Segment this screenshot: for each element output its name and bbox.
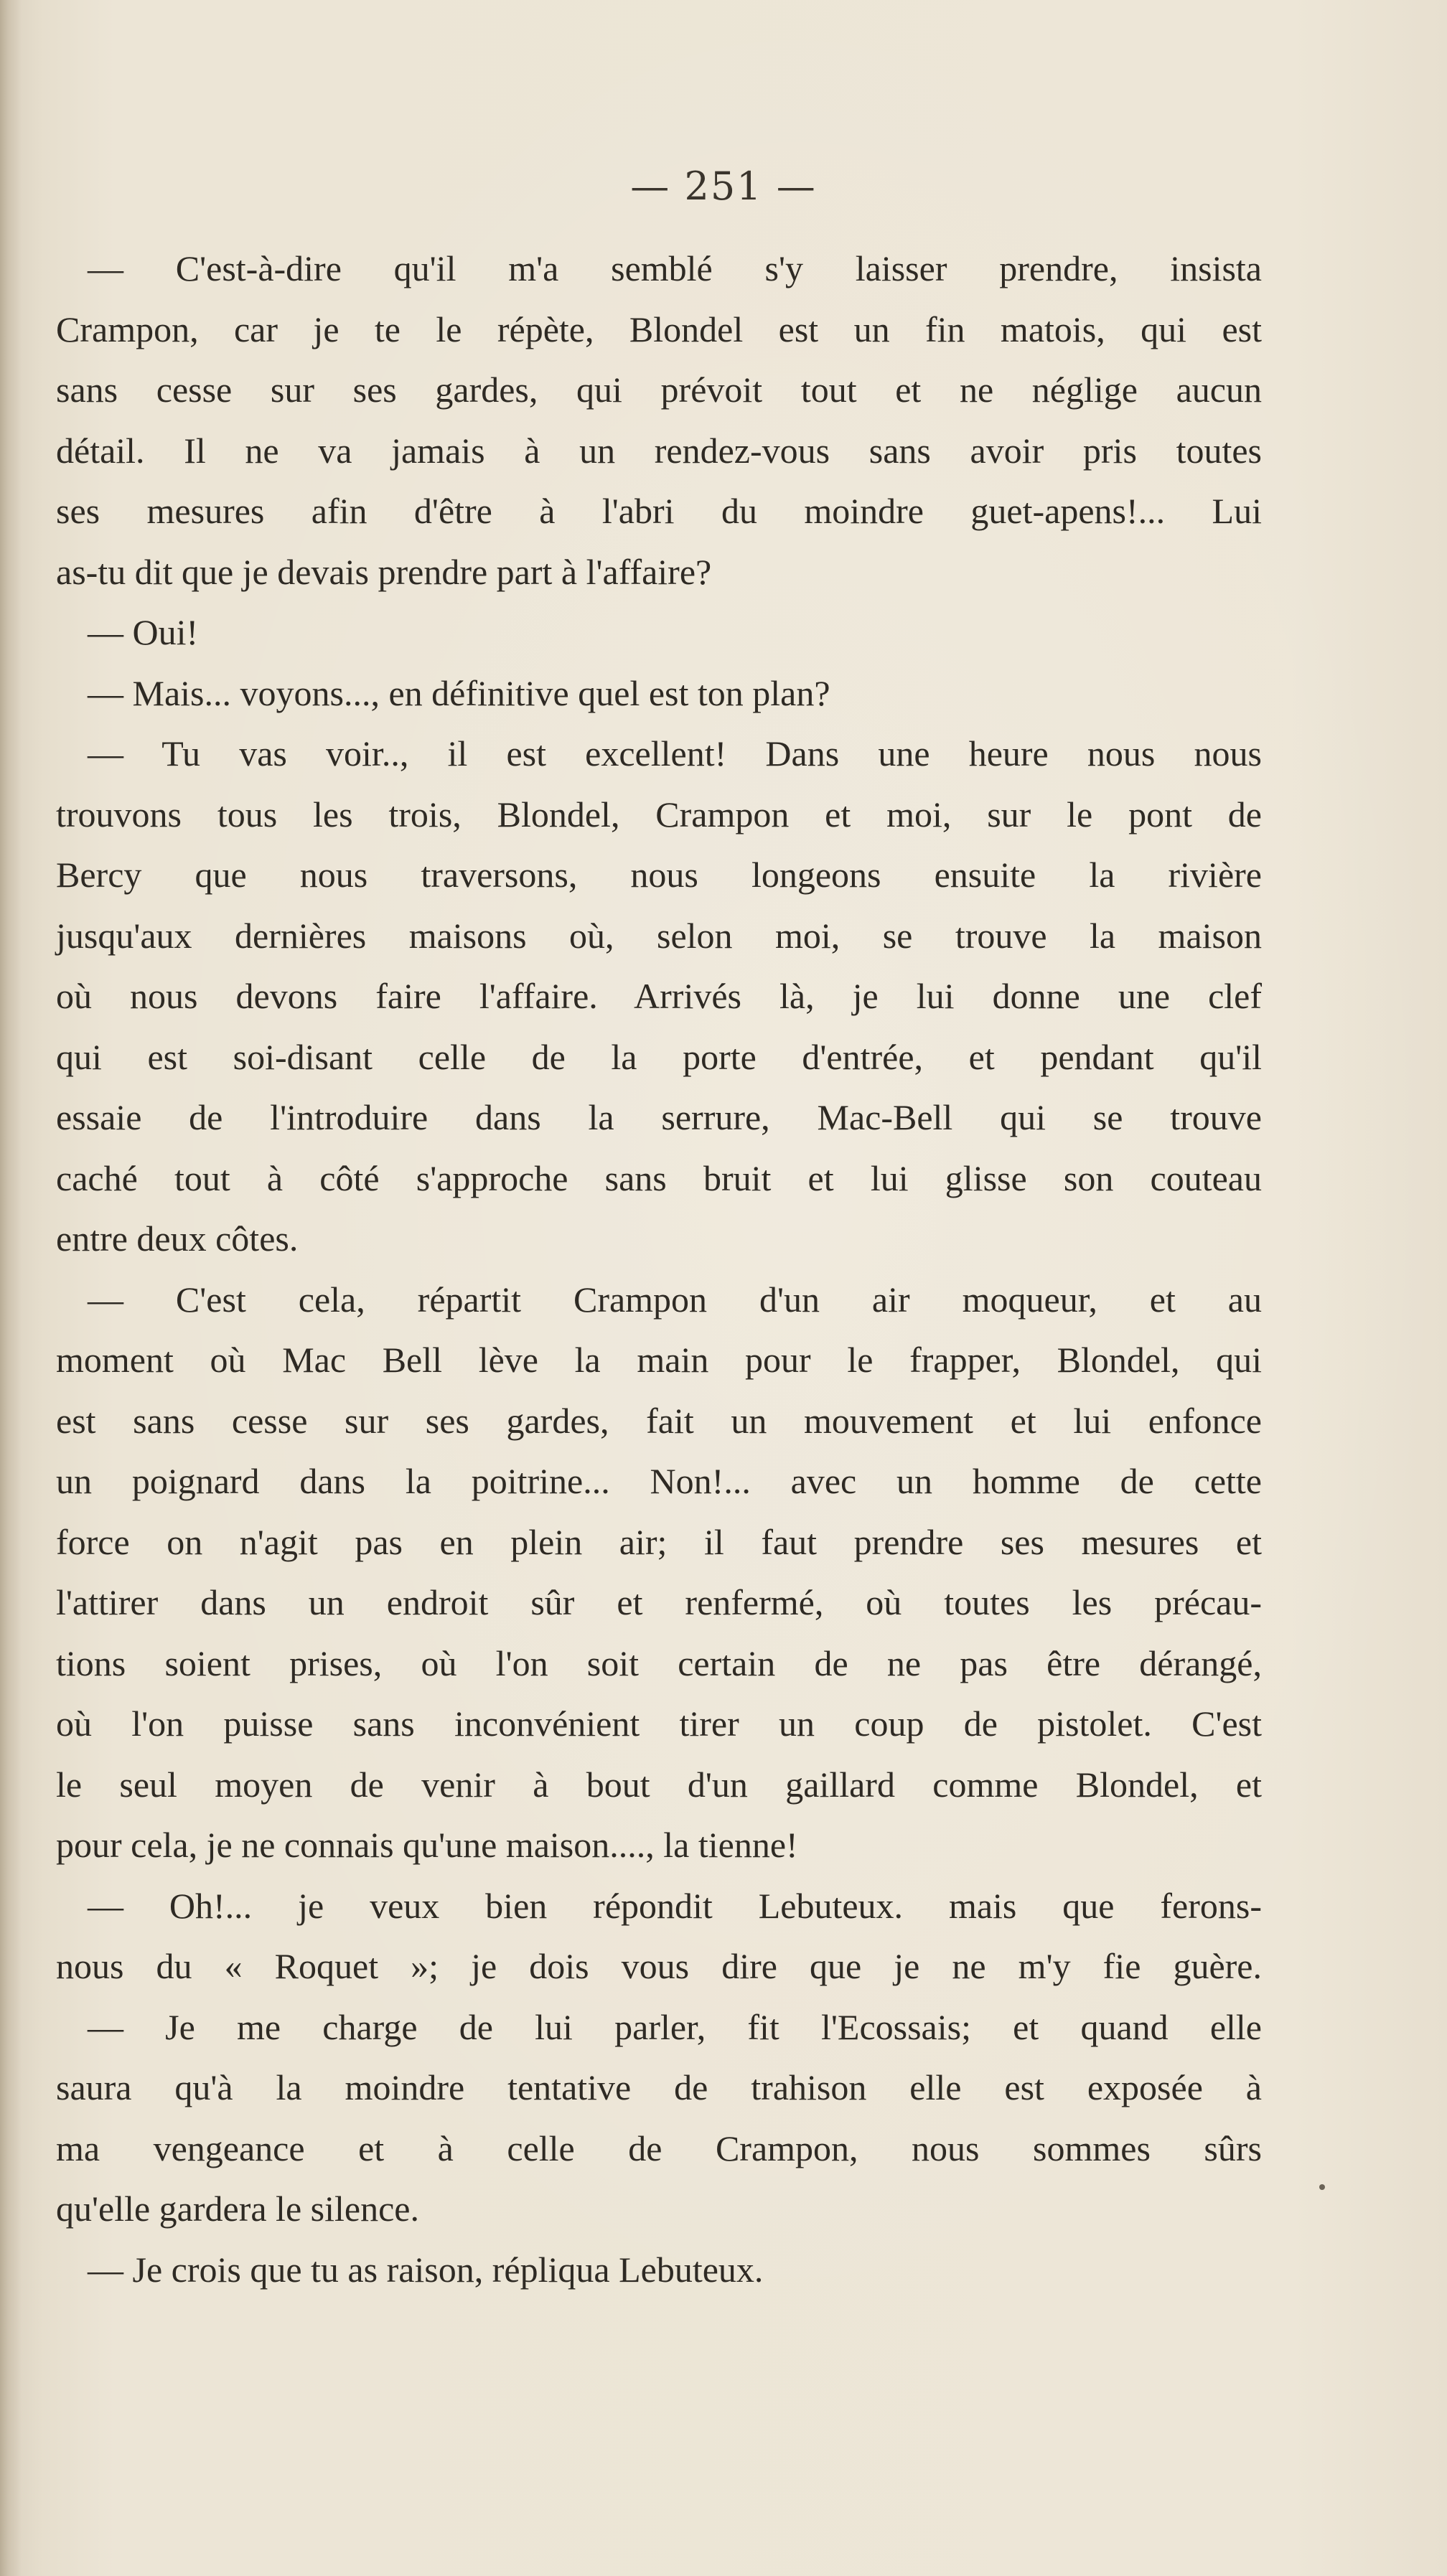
text-line: nous du « Roquet »; je dois vous dire que je ne m'y fie guère. bbox=[56, 1946, 1262, 1986]
text-line: jusqu'aux dernières maisons où, selon moi, se trouve la maison bbox=[56, 915, 1262, 956]
text-line: caché tout à côté s'approche sans bruit et lui glisse son couteau bbox=[56, 1157, 1262, 1198]
text-line: trouvons tous les trois, Blondel, Crampon et moi, sur le pont de bbox=[56, 794, 1262, 835]
text-line: — Tu vas voir.., il est excellent! Dans une heure nous nous bbox=[88, 733, 1262, 774]
binding-gutter bbox=[0, 0, 22, 2576]
page-number: — 251 — bbox=[630, 164, 817, 209]
text-line: ses mesures afin d'être à l'abri du moindre guet-apens!... Lui bbox=[56, 491, 1262, 531]
text-line: — Oh!... je veux bien répondit Lebuteux. mais que ferons- bbox=[88, 1885, 1262, 1926]
text-line: moment où Mac Bell lève la main pour le frapper, Blondel, qui bbox=[56, 1340, 1262, 1380]
text-line: l'attirer dans un endroit sûr et renfermé, où toutes les précau- bbox=[56, 1582, 1262, 1622]
body-text bbox=[56, 238, 1262, 2300]
text-line: — Oui! bbox=[88, 612, 199, 652]
text-line: le seul moyen de venir à bout d'un gaillard comme Blondel, et bbox=[56, 1764, 1262, 1805]
text-line: est sans cesse sur ses gardes, fait un mouvement et lui enfonce bbox=[56, 1400, 1262, 1441]
text-line: entre deux côtes. bbox=[56, 1218, 299, 1259]
text-line: Bercy que nous traversons, nous longeons ensuite la rivière bbox=[56, 855, 1262, 895]
text-line: saura qu'à la moindre tentative de trahison elle est exposée à bbox=[56, 2067, 1262, 2107]
text-line: qui est soi-disant celle de la porte d'entrée, et pendant qu'il bbox=[56, 1036, 1262, 1077]
text-line: où l'on puisse sans inconvénient tirer un coup de pistolet. C'est bbox=[56, 1703, 1262, 1744]
text-line: ma vengeance et à celle de Crampon, nous sommes sûrs bbox=[56, 2128, 1262, 2168]
text-line: — C'est-à-dire qu'il m'a semblé s'y laisser prendre, insista bbox=[88, 248, 1262, 288]
text-line: as-tu dit que je devais prendre part à l'affaire? bbox=[56, 551, 712, 592]
text-line: essaie de l'introduire dans la serrure, Mac-Bell qui se trouve bbox=[56, 1097, 1262, 1137]
text-line: tions soient prises, où l'on soit certain de ne pas être dérangé, bbox=[56, 1642, 1262, 1683]
text-line: qu'elle gardera le silence. bbox=[56, 2189, 419, 2229]
text-line: détail. Il ne va jamais à un rendez-vous sans avoir pris toutes bbox=[56, 430, 1262, 471]
ink-speck bbox=[1319, 2184, 1325, 2190]
text-line: Crampon, car je te le répète, Blondel est un fin matois, qui est bbox=[56, 309, 1262, 349]
text-line: — Je me charge de lui parler, fit l'Ecossais; et quand elle bbox=[88, 2006, 1262, 2047]
text-line: — Je crois que tu as raison, répliqua Lebuteux. bbox=[88, 2249, 764, 2290]
text-line: force on n'agit pas en plein air; il faut prendre ses mesures et bbox=[56, 1521, 1262, 1562]
text-line: — Mais... voyons..., en définitive quel est ton plan? bbox=[88, 672, 830, 713]
text-line: — C'est cela, répartit Crampon d'un air moqueur, et au bbox=[88, 1279, 1262, 1320]
text-line: un poignard dans la poitrine... Non!... avec un homme de cette bbox=[56, 1461, 1262, 1501]
text-line: pour cela, je ne connais qu'une maison...., la tienne! bbox=[56, 1825, 798, 1865]
text-line: où nous devons faire l'affaire. Arrivés là, je lui donne une clef bbox=[56, 976, 1262, 1016]
text-line: sans cesse sur ses gardes, qui prévoit tout et ne néglige aucun bbox=[56, 370, 1262, 410]
